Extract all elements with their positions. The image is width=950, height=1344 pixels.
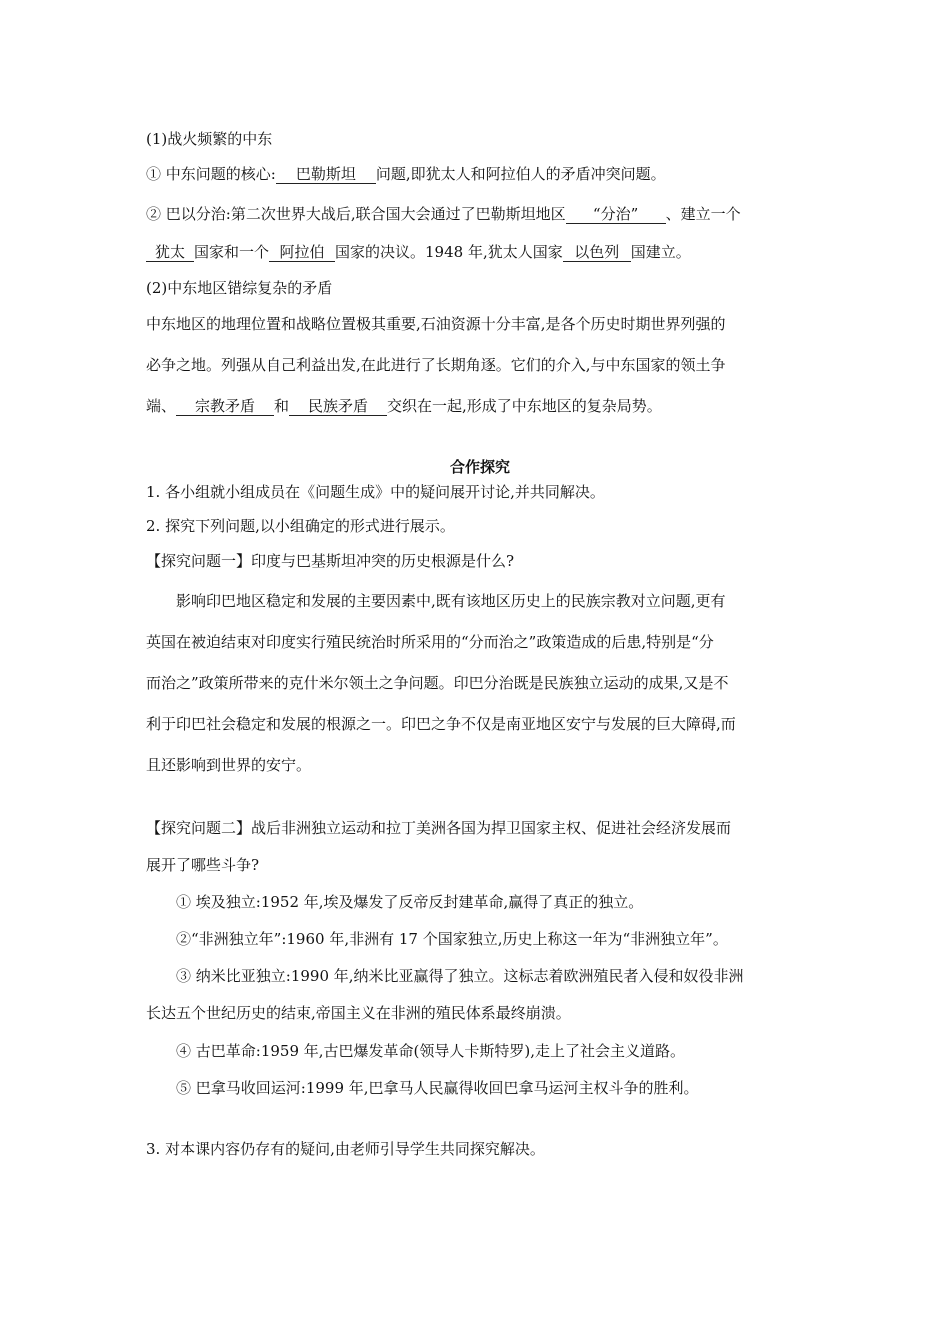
text-segment: 问题,即犹太人和阿拉伯人的矛盾冲突问题。 — [375, 165, 666, 183]
answer-line: 影响印巴地区稳定和发展的主要因素中,既有该地区历史上的民族宗教对立问题,更有 — [176, 592, 726, 610]
answer-item-5: ⑤ 巴拿马收回运河:1999 年,巴拿马人民赢得收回巴拿马运河主权斗争的胜利。 — [176, 1079, 699, 1097]
paragraph-line: 中东地区的地理位置和战略位置极其重要,石油资源十分丰富,是各个历史时期世界列强的 — [146, 315, 726, 333]
fill-blank-answer: “分治” — [566, 205, 666, 224]
section-title-conflicts: (2)中东地区错综复杂的矛盾 — [146, 279, 333, 297]
fill-blank-answer: 巴勒斯坦 — [276, 165, 376, 184]
answer-item-1: ① 埃及独立:1952 年,埃及爆发了反帝反封建革命,赢得了真正的独立。 — [176, 893, 644, 911]
step-1: 1. 各小组就小组成员在《问题生成》中的疑问展开讨论,并共同解决。 — [146, 483, 605, 501]
answer-item-4: ④ 古巴革命:1959 年,古巴爆发革命(领导人卡斯特罗),走上了社会主义道路。 — [176, 1042, 686, 1060]
answer-item-2: ②“非洲独立年”:1960 年,非洲有 17 个国家独立,历史上称这一年为“非洲独立年”。 — [176, 930, 728, 948]
paragraph-partition-line1 — [146, 204, 741, 224]
text-segment: 国家的决议。1948 年,犹太人国家 — [335, 243, 563, 261]
answer-line: 且还影响到世界的安宁。 — [146, 756, 312, 774]
answer-line: 英国在被迫结束对印度实行殖民统治时所采用的“分而治之”政策造成的后患,特别是“分 — [146, 633, 714, 651]
answer-line: 而治之”政策所带来的克什米尔领土之争问题。印巴分治既是民族独立运动的成果,又是不 — [146, 674, 729, 692]
step-2: 2. 探究下列问题,以小组确定的形式进行展示。 — [146, 517, 455, 535]
section-title-middle-east: (1)战火频繁的中东 — [146, 130, 273, 148]
paragraph-core-issue — [146, 164, 666, 184]
fill-blank-answer: 阿拉伯 — [269, 243, 335, 262]
question-1-title: 【探究问题一】印度与巴基斯坦冲突的历史根源是什么? — [146, 552, 515, 570]
paragraph-line — [146, 396, 662, 416]
fill-blank-answer: 宗教矛盾 — [176, 397, 274, 416]
text-segment: 和 — [274, 397, 290, 415]
text-segment: 端、 — [146, 397, 177, 415]
answer-item-3-line2: 长达五个世纪历史的结束,帝国主义在非洲的殖民体系最终崩溃。 — [146, 1004, 571, 1022]
text-segment: ① 中东问题的核心: — [146, 165, 276, 183]
fill-blank-answer: 民族矛盾 — [289, 397, 387, 416]
paragraph-line: 必争之地。列强从自己利益出发,在此进行了长期角逐。它们的介入,与中东国家的领土争 — [146, 356, 726, 374]
heading-cooperative-inquiry: 合作探究 — [449, 458, 510, 476]
answer-line: 利于印巴社会稳定和发展的根源之一。印巴之争不仅是南亚地区安宁与发展的巨大障碍,而 — [146, 715, 736, 733]
question-2-title-line1: 【探究问题二】战后非洲独立运动和拉丁美洲各国为捍卫国家主权、促进社会经济发展而 — [146, 819, 732, 837]
fill-blank-answer: 犹太 — [146, 243, 194, 262]
paragraph-partition-line2 — [146, 242, 691, 262]
question-2-title-line2: 展开了哪些斗争? — [146, 856, 260, 874]
text-segment: 、建立一个 — [665, 205, 741, 223]
text-segment: ② 巴以分治:第二次世界大战后,联合国大会通过了巴勒斯坦地区 — [146, 205, 566, 223]
text-segment: 国家和一个 — [194, 243, 270, 261]
fill-blank-answer: 以色列 — [563, 243, 631, 262]
text-segment: 交织在一起,形成了中东地区的复杂局势。 — [387, 397, 662, 415]
answer-item-3-line1: ③ 纳米比亚独立:1990 年,纳米比亚赢得了独立。这标志着欧洲殖民者入侵和奴役非洲 — [176, 967, 744, 985]
text-segment: 国建立。 — [630, 243, 691, 261]
step-3: 3. 对本课内容仍存有的疑问,由老师引导学生共同探究解决。 — [146, 1140, 545, 1158]
